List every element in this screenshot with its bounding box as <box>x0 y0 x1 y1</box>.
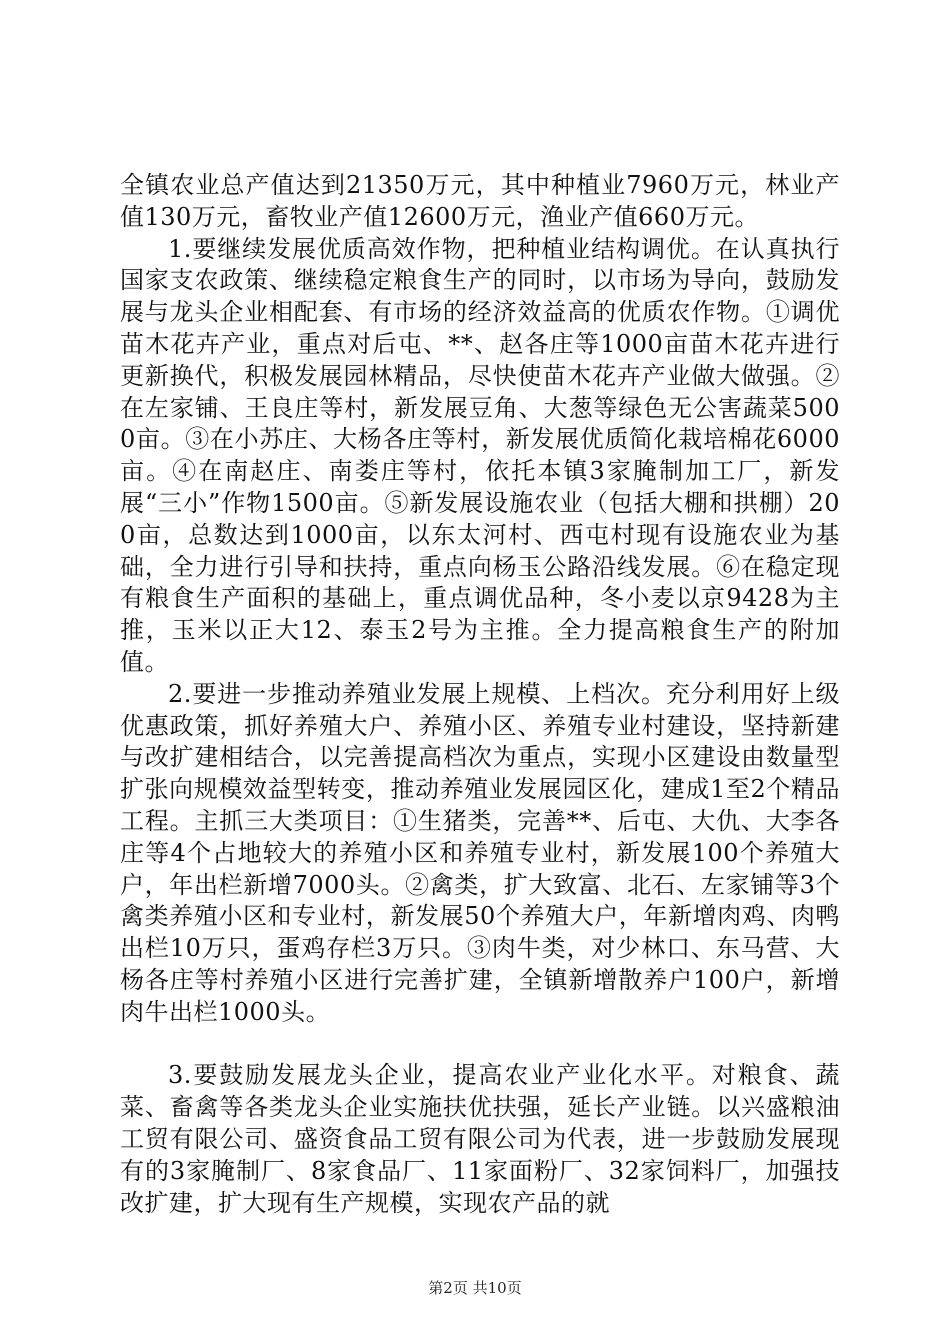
paragraph-crop-structure: 1.要继续发展优质高效作物，把种植业结构调优。在认真执行国家支农政策、继续稳定粮食生产的同时，以市场为导向，鼓励发展与龙头企业相配套、有市场的经济效益高的优质农作物。①调优苗木花卉产业，重点对后屯、**、赵各庄等1000亩苗木花卉进行更新换代，积极发展园林精品，尽快使苗木花卉产业做大做强。②在左家铺、王良庄等村，新发展豆角、大葱等绿色无公害蔬菜5000亩。③在小苏庄、大杨各庄等村，新发展优质简化栽培棉花6000亩。④在南赵庄、南娄庄等村，依托本镇3家腌制加工厂，新发展“三小”作物1500亩。⑤新发展设施农业（包括大棚和拱棚）200亩，总数达到1000亩，以东太河村、西屯村现有设施农业为基础，全力进行引导和扶持，重点向杨玉公路沿线发展。⑥在稳定现有粮食生产面积的基础上，重点调优品种，冬小麦以京9428为主推，玉米以正大12、泰玉2号为主推。全力提高粮食生产的附加值。 <box>120 234 840 676</box>
document-body <box>120 170 840 1219</box>
page-footer: 第2页 共10页 <box>428 1279 522 1297</box>
paragraph-leading-enterprises: 3.要鼓励发展龙头企业，提高农业产业化水平。对粮食、蔬菜、畜禽等各类龙头企业实施扶优扶强，延长产业链。以兴盛粮油工贸有限公司、盛资食品工贸有限公司为代表，进一步鼓励发展现有的3家腌制厂、8家食品厂、11家面粉厂、32家饲料厂，加强技改扩建，扩大现有生产规模，实现农产品的就 <box>120 1061 840 1217</box>
paragraph-livestock-farming: 2.要进一步推动养殖业发展上规模、上档次。充分利用好上级优惠政策，抓好养殖大户、养殖小区、养殖专业村建设，坚持新建与改扩建相结合，以完善提高档次为重点，实现小区建设由数量型扩张向规模效益型转变，推动养殖业发展园区化，建成1至2个精品工程。主抓三大类项目：①生猪类，完善**、后屯、大仇、大李各庄等4个占地较大的养殖小区和养殖专业村，新发展100个养殖大户，年出栏新增7000头。②禽类，扩大致富、北石、左家铺等3个禽类养殖小区和专业村，新发展50个养殖大户，年新增肉鸡、肉鸭出栏10万只，蛋鸡存栏3万只。③肉牛类，对少林口、东马营、大杨各庄等村养殖小区进行完善扩建，全镇新增散养户100户，新增肉牛出栏1000头。 <box>120 679 840 1026</box>
paragraph-output-summary: 全镇农业总产值达到21350万元，其中种植业7960万元，林业产值130万元，畜牧业产值12600万元，渔业产值660万元。 <box>120 171 840 231</box>
